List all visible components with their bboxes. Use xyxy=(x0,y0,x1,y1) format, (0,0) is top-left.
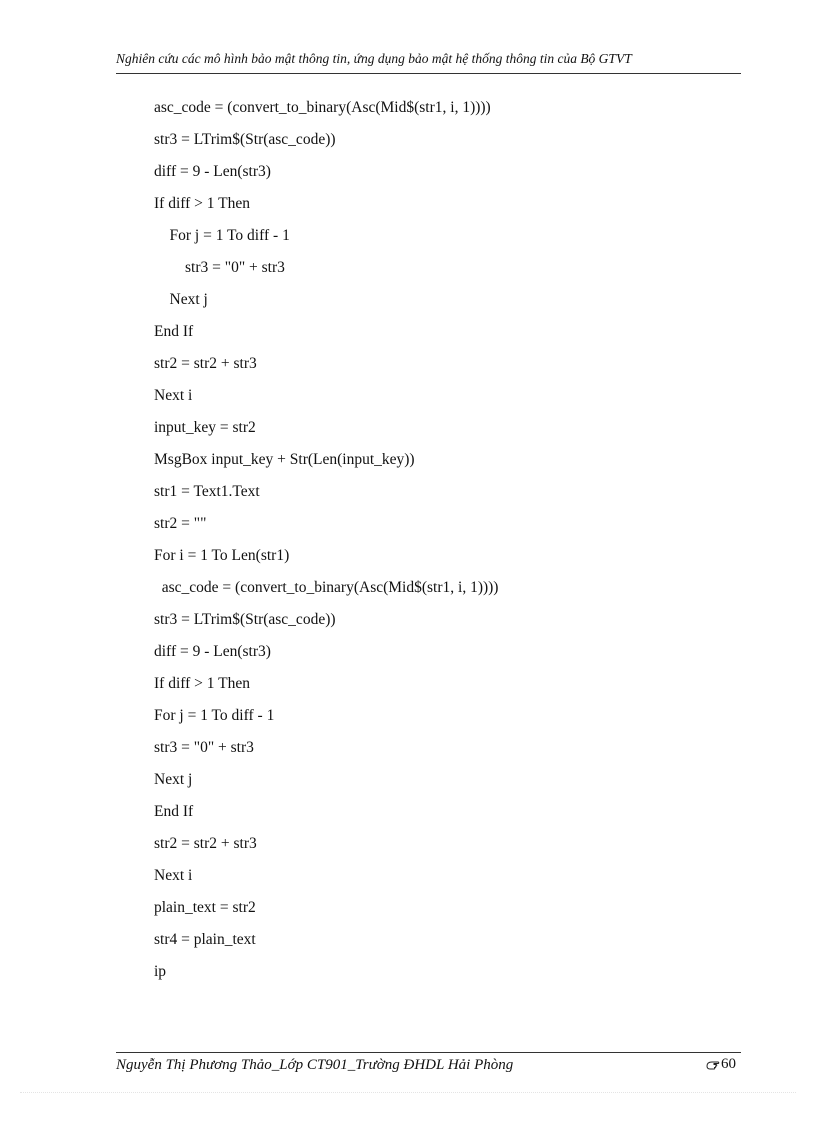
code-line: str2 = "" xyxy=(154,515,207,532)
code-line: End If xyxy=(154,323,194,340)
code-line: Next j xyxy=(154,291,208,308)
code-line: For j = 1 To diff - 1 xyxy=(154,707,275,724)
code-line: asc_code = (convert_to_binary(Asc(Mid$(str1, i, 1)))) xyxy=(154,579,499,596)
code-line: str2 = str2 + str3 xyxy=(154,835,257,852)
code-line: str4 = plain_text xyxy=(154,931,256,948)
running-footer: Nguyễn Thị Phương Thảo_Lớp CT901_Trường ĐHDL Hải Phòng xyxy=(116,1057,514,1073)
code-line: str3 = LTrim$(Str(asc_code)) xyxy=(154,131,336,148)
code-line: For i = 1 To Len(str1) xyxy=(154,547,290,564)
code-line: diff = 9 - Len(str3) xyxy=(154,163,271,180)
code-line: MsgBox input_key + Str(Len(input_key)) xyxy=(154,451,415,468)
hand-pointing-icon xyxy=(706,1060,720,1070)
code-line: str3 = LTrim$(Str(asc_code)) xyxy=(154,611,336,628)
code-line: If diff > 1 Then xyxy=(154,195,250,212)
code-line: If diff > 1 Then xyxy=(154,675,250,692)
code-line: Next i xyxy=(154,387,193,404)
page-number xyxy=(706,1056,736,1073)
code-line: Next j xyxy=(154,771,193,788)
code-line: asc_code = (convert_to_binary(Asc(Mid$(str1, i, 1)))) xyxy=(154,99,491,116)
footer-divider xyxy=(116,1052,741,1053)
running-header: Nghiên cứu các mô hình bảo mật thông tin, ứng dụng bảo mật hệ thống thông tin của Bộ GTVT xyxy=(116,51,632,66)
code-line: str3 = "0" + str3 xyxy=(154,739,254,756)
code-line: diff = 9 - Len(str3) xyxy=(154,643,271,660)
code-line: End If xyxy=(154,803,194,820)
code-line: str2 = str2 + str3 xyxy=(154,355,257,372)
page-number-text: 60 xyxy=(721,1056,736,1072)
code-line: Next i xyxy=(154,867,193,884)
page-bottom-edge xyxy=(20,1092,796,1093)
code-line: input_key = str2 xyxy=(154,419,256,436)
code-line: ip xyxy=(154,963,167,980)
code-line: str1 = Text1.Text xyxy=(154,483,260,500)
code-line: For j = 1 To diff - 1 xyxy=(154,227,290,244)
code-line: plain_text = str2 xyxy=(154,899,256,916)
code-line: str3 = "0" + str3 xyxy=(154,259,285,276)
